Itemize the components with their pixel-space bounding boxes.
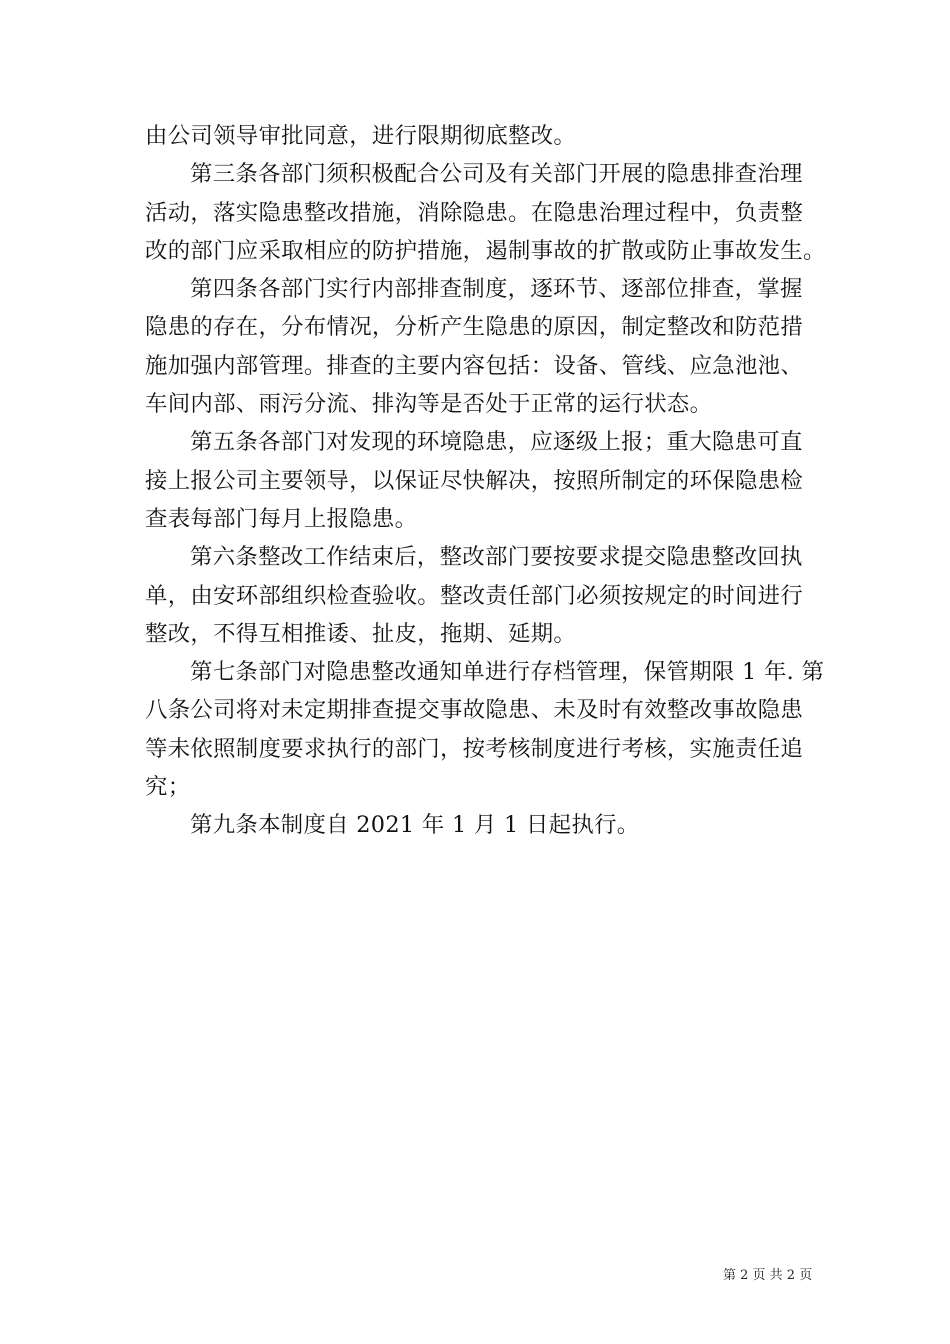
text-line-article-9: 第九条本制度自 2021 年 1 月 1 日起执行。 (190, 812, 640, 839)
text-line: 查表每部门每月上报隐患。 (145, 505, 418, 532)
text-line: 改的部门应采取相应的防护措施，遏制事故的扩散或防止事故发生。 (145, 237, 826, 264)
text-line: 施加强内部管理。排查的主要内容包括：设备、管线、应急池池、 (145, 352, 804, 379)
text-line: 车间内部、雨污分流、排沟等是否处于正常的运行状态。 (145, 391, 713, 418)
text-line-article-3: 第三条各部门须积极配合公司及有关部门开展的隐患排查治理 (190, 161, 803, 188)
text-line: 究； (145, 774, 191, 801)
text-line: 接上报公司主要领导，以保证尽快解决，按照所制定的环保隐患检 (145, 467, 804, 494)
text-line: 整改，不得互相推诿、扯皮，拖期、延期。 (145, 620, 577, 647)
text-line-article-7: 第七条部门对隐患整改通知单进行存档管理，保管期限 1 年. 第 (190, 659, 825, 686)
document-body (145, 117, 826, 845)
text-line: 单，由安环部组织检查验收。整改责任部门必须按规定的时间进行 (145, 582, 804, 609)
text-line: 活动，落实隐患整改措施，消除隐患。在隐患治理过程中，负责整 (145, 199, 804, 226)
page-number-footer: 第 2 页 共 2 页 (723, 1268, 813, 1283)
text-line-article-6: 第六条整改工作结束后，整改部门要按要求提交隐患整改回执 (190, 544, 803, 571)
text-line: 由公司领导审批同意，进行限期彻底整改。 (145, 123, 577, 149)
text-line-article-5: 第五条各部门对发现的环境隐患，应逐级上报；重大隐患可直 (190, 429, 803, 456)
text-line: 隐患的存在，分布情况，分析产生隐患的原因，制定整改和防范措 (145, 314, 804, 341)
text-line: 八条公司将对未定期排查提交事故隐患、未及时有效整改事故隐患 (145, 697, 804, 724)
text-line-article-4: 第四条各部门实行内部排查制度，逐环节、逐部位排查，掌握 (190, 276, 803, 303)
text-line: 等未依照制度要求执行的部门，按考核制度进行考核，实施责任追 (145, 735, 804, 762)
